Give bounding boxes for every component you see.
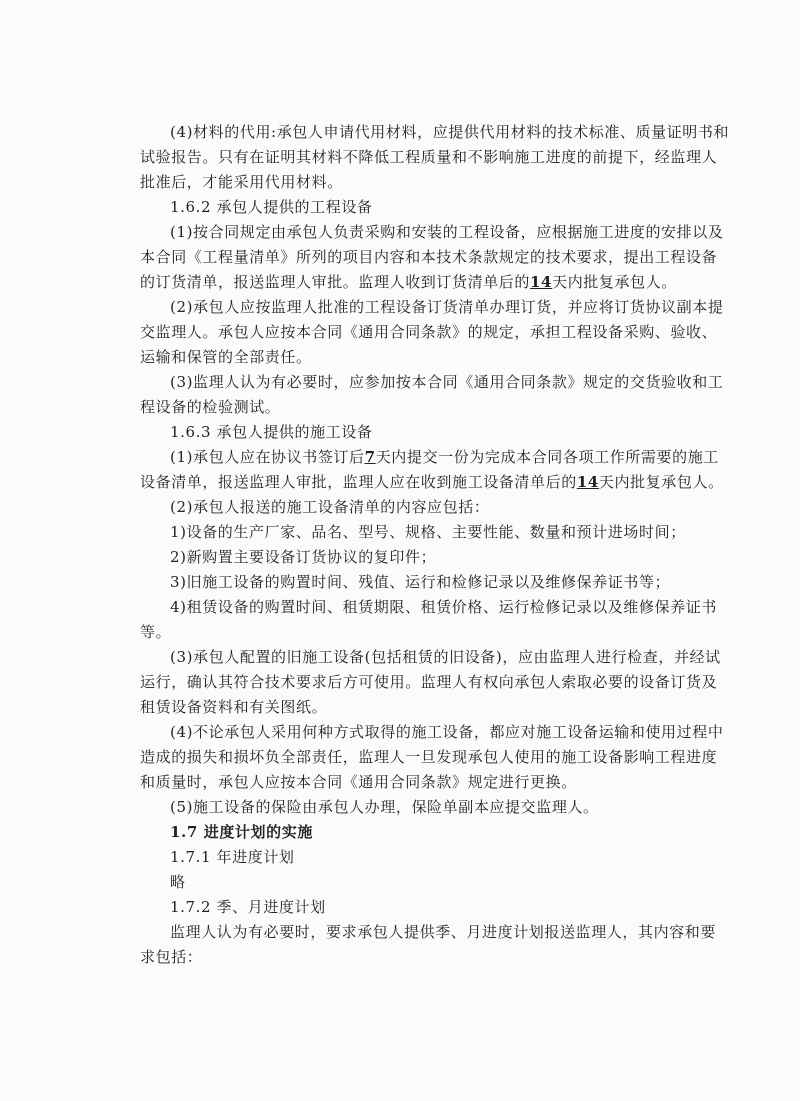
section-heading-1-7-2: 1.7.2 季、月进度计划 bbox=[170, 898, 326, 916]
paragraph-line: 程设备的检验测试。 bbox=[140, 398, 281, 416]
paragraph-line: (4)材料的代用:承包人申请代用材料，应提供代用材料的技术标准、质量证明书和 bbox=[170, 123, 730, 141]
paragraph-line: 等。 bbox=[140, 623, 172, 641]
paragraph-line: (2)承包人报送的施工设备清单的内容应包括： bbox=[170, 498, 490, 516]
paragraph-line: (3)监理人认为有必要时，应参加按本合同《通用合同条款》规定的交货验收和工 bbox=[170, 373, 724, 391]
paragraph-line: 交监理人。承包人应按本合同《通用合同条款》的规定，承担工程设备采购、验收、 bbox=[140, 323, 718, 341]
list-item: 2)新购置主要设备订货协议的复印件； bbox=[170, 548, 437, 566]
paragraph-line: 造成的损失和损坏负全部责任，监理人一旦发现承包人使用的施工设备影响工程进度 bbox=[140, 748, 718, 766]
section-heading-1-7: 1.7 进度计划的实施 bbox=[170, 823, 313, 841]
section-heading-1-7-1: 1.7.1 年进度计划 bbox=[170, 848, 295, 866]
section-heading-1-6-2: 1.6.2 承包人提供的工程设备 bbox=[170, 198, 373, 216]
paragraph-line: (1)承包人应在协议书签订后7天内提交一份为完成本合同各项工作所需要的施工 bbox=[170, 448, 719, 466]
paragraph-line: (2)承包人应按监理人批准的工程设备订货清单办理订货，并应将订货协议副本提 bbox=[170, 298, 724, 316]
list-item: 4)租赁设备的购置时间、租赁期限、租赁价格、运行检修记录以及维修保养证书 bbox=[170, 598, 717, 616]
paragraph-line: 本合同《工程量清单》所列的项目内容和本技术条款规定的技术要求，提出工程设备 bbox=[140, 248, 718, 266]
paragraph-line: 设备清单，报送监理人审批，监理人应在收到施工设备清单后的14天内批复承包人。 bbox=[140, 473, 724, 491]
paragraph-line: 和质量时，承包人应按本合同《通用合同条款》规定进行更换。 bbox=[140, 773, 577, 791]
paragraph-line: 运输和保管的全部责任。 bbox=[140, 348, 312, 366]
section-heading-1-6-3: 1.6.3 承包人提供的施工设备 bbox=[170, 423, 373, 441]
paragraph-line: 试验报告。只有在证明其材料不降低工程质量和不影响施工进度的前提下，经监理人 bbox=[140, 148, 718, 166]
day-count: 14 bbox=[576, 473, 599, 491]
paragraph-line: (4)不论承包人采用何种方式取得的施工设备，都应对施工设备运输和使用过程中 bbox=[170, 723, 724, 741]
list-item: 3)旧施工设备的购置时间、残值、运行和检修记录以及维修保养证书等； bbox=[170, 573, 671, 591]
document-body bbox=[140, 120, 740, 970]
paragraph-line: 求包括： bbox=[140, 948, 203, 966]
paragraph-line: 监理人认为有必要时，要求承包人提供季、月进度计划报送监理人，其内容和要 bbox=[170, 923, 717, 941]
day-count: 14 bbox=[530, 273, 553, 291]
paragraph-line: 租赁设备资料和有关图纸。 bbox=[140, 698, 328, 716]
list-item: 1)设备的生产厂家、品名、型号、规格、主要性能、数量和预计进场时间； bbox=[170, 523, 686, 541]
paragraph-line: (3)承包人配置的旧施工设备(包括租赁的旧设备)，应由监理人进行检查，并经试 bbox=[170, 648, 721, 666]
paragraph-line: (1)按合同规定由承包人负责采购和安装的工程设备，应根据施工进度的安排以及 bbox=[170, 223, 724, 241]
paragraph-line: 运行，确认其符合技术要求后方可使用。监理人有权向承包人索取必要的设备订货及 bbox=[140, 673, 718, 691]
paragraph-line: 批准后，才能采用代用材料。 bbox=[140, 173, 343, 191]
day-count: 7 bbox=[364, 448, 376, 466]
omitted-note: 略 bbox=[170, 873, 186, 891]
paragraph-line: 的订货清单，报送监理人审批。监理人收到订货清单后的14天内批复承包人。 bbox=[140, 273, 677, 291]
paragraph-line: (5)施工设备的保险由承包人办理，保险单副本应提交监理人。 bbox=[170, 798, 599, 816]
